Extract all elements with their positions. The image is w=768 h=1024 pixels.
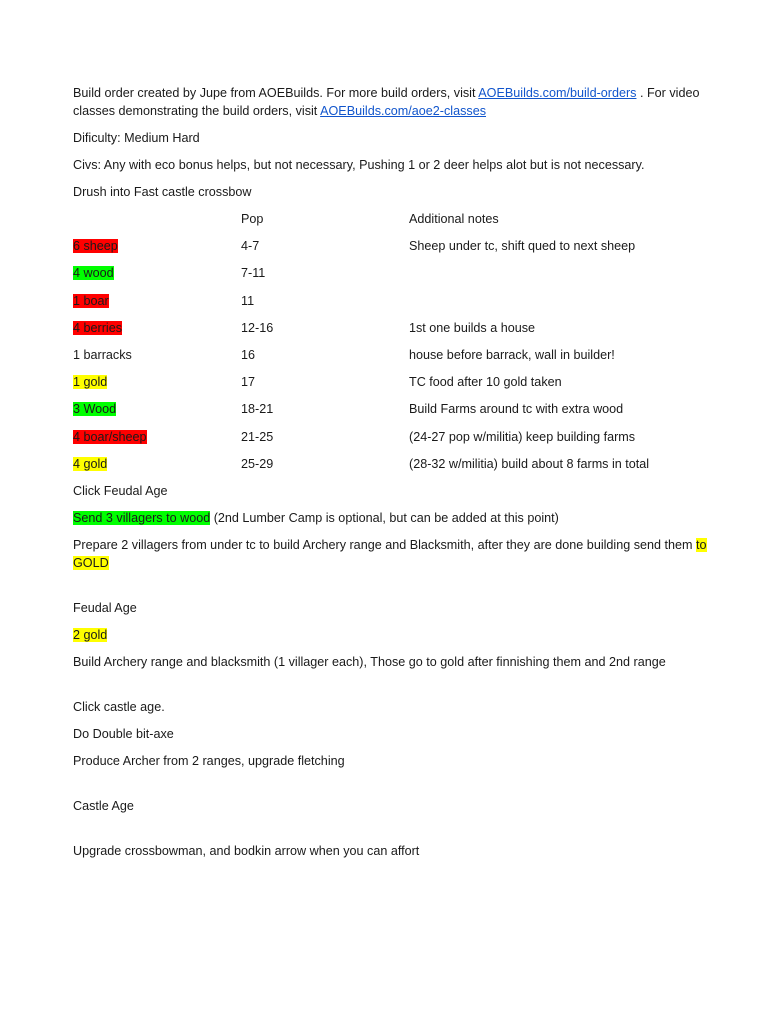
send-villagers-highlight: Send 3 villagers to wood (73, 510, 211, 525)
pop-cell: 11 (241, 293, 255, 308)
task-cell (73, 264, 241, 291)
note-cell (409, 264, 713, 291)
task-label: 4 wood (73, 266, 114, 281)
document-page (73, 84, 713, 869)
header-task (73, 210, 241, 237)
classes-link[interactable]: AOEBuilds.com/aoe2-classes (320, 104, 486, 118)
task-cell (73, 455, 241, 482)
build-archery-line: Build Archery range and blacksmith (1 villager each), Those go to gold after finnishing them and 2nd range (73, 654, 666, 669)
intro-text-1: Build order created by Jupe from AOEBuilds. For more build orders, visit (73, 86, 479, 100)
task-label: 3 Wood (73, 402, 117, 417)
note-cell: TC food after 10 gold taken (409, 375, 562, 390)
difficulty-line: Dificulty: Medium Hard (73, 131, 200, 145)
spacer (73, 581, 713, 599)
pop-cell: 4-7 (241, 239, 260, 254)
task-cell (73, 428, 241, 455)
task-cell (73, 346, 241, 373)
task-cell (73, 237, 241, 264)
build-orders-link[interactable]: AOEBuilds.com/build-orders (478, 86, 637, 100)
table-row (73, 292, 713, 319)
spacer (73, 680, 713, 698)
task-label: 1 boar (73, 293, 109, 308)
castle-age-heading: Castle Age (73, 798, 134, 813)
task-label: 4 berries (73, 320, 122, 335)
table-row (73, 428, 713, 455)
spacer (73, 824, 713, 842)
send-villagers-line (73, 509, 713, 527)
prepare-text: Prepare 2 villagers from under tc to build Archery range and Blacksmith, after they are done building send them (73, 537, 697, 552)
send-villagers-rest: (2nd Lumber Camp is optional, but can be added at this point) (210, 510, 559, 525)
task-label: 1 gold (73, 375, 108, 390)
note-cell: Build Farms around tc with extra wood (409, 402, 624, 417)
intro-paragraph (73, 84, 713, 120)
pop-cell: 25-29 (241, 456, 274, 471)
task-cell (73, 400, 241, 427)
civs-line: Civs: Any with eco bonus helps, but not necessary, Pushing 1 or 2 deer helps alot but is not necessary. (73, 158, 645, 172)
table-row (73, 264, 713, 291)
upgrade-line: Upgrade crossbowman, and bodkin arrow when you can affort (73, 843, 420, 858)
table-row (73, 319, 713, 346)
note-cell: (24-27 pop w/militia) keep building farms (409, 429, 636, 444)
note-cell: house before barrack, wall in builder! (409, 347, 615, 362)
pop-cell: 7-11 (241, 266, 266, 281)
task-cell (73, 319, 241, 346)
two-gold-line (73, 626, 713, 644)
note-cell: (28-32 w/militia) build about 8 farms in total (409, 456, 650, 471)
pop-cell: 17 (241, 375, 256, 390)
note-cell: Sheep under tc, shift qued to next sheep (409, 239, 636, 254)
feudal-age-heading: Feudal Age (73, 600, 137, 615)
pop-cell: 16 (241, 347, 256, 362)
two-gold-highlight: 2 gold (73, 627, 108, 642)
task-cell (73, 292, 241, 319)
note-cell (409, 292, 713, 319)
note-cell: 1st one builds a house (409, 320, 536, 335)
table-row (73, 346, 713, 373)
pop-cell: 18-21 (241, 402, 274, 417)
task-label: 1 barracks (73, 347, 132, 362)
click-castle-line: Click castle age. (73, 699, 165, 714)
table-row (73, 455, 713, 482)
task-label: 4 boar/sheep (73, 429, 147, 444)
produce-archer-line: Produce Archer from 2 ranges, upgrade fletching (73, 753, 345, 768)
task-label: 4 gold (73, 456, 108, 471)
table-header-row (73, 210, 713, 237)
task-label: 6 sheep (73, 239, 118, 254)
task-cell (73, 373, 241, 400)
table-row (73, 373, 713, 400)
build-order-table (73, 210, 713, 482)
intro-text-2: . For video classes demonstrating the build orders, visit (73, 86, 700, 118)
pop-cell: 12-16 (241, 320, 274, 335)
header-notes: Additional notes (409, 212, 499, 226)
prepare-line (73, 536, 713, 572)
header-pop: Pop (241, 212, 264, 226)
table-row (73, 237, 713, 264)
table-row (73, 400, 713, 427)
pop-cell: 21-25 (241, 429, 274, 444)
prepare-highlight: to GOLD (73, 537, 707, 570)
double-bit-line: Do Double bit-axe (73, 726, 174, 741)
spacer (73, 779, 713, 797)
strategy-line: Drush into Fast castle crossbow (73, 185, 252, 199)
click-feudal-line: Click Feudal Age (73, 483, 168, 498)
